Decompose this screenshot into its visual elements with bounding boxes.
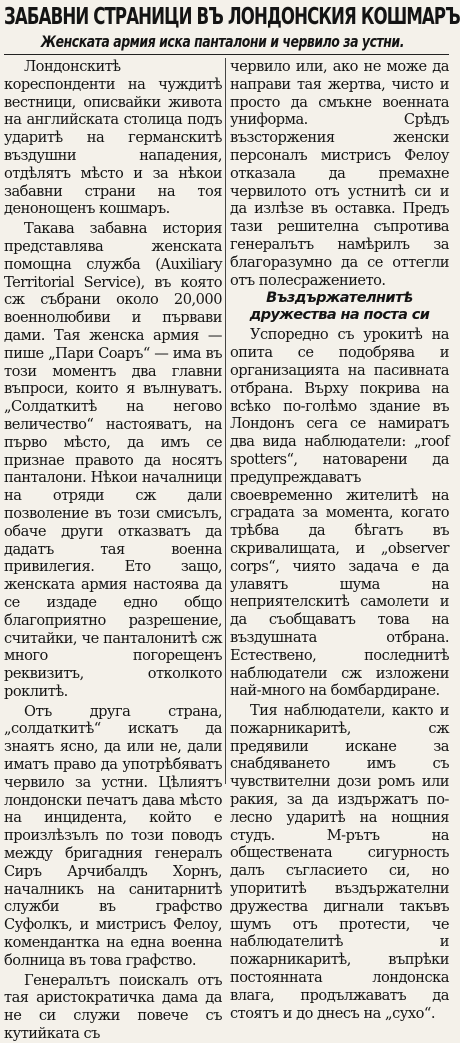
headline: ЗАБАВНИ СТРАНИЦИ ВЪ ЛОНДОНСКИЯ КОШМАРЪ (4, 4, 460, 30)
section-heading: Въздържателнитѣ дружества на поста си (249, 290, 430, 324)
paragraph: Лондонскитѣ кореспонденти на чуждитѣ вестници, описвайки живота на английската столица подъ ударитѣ на германскитѣ въздушни нападения, отдѣлятъ мѣсто и за нѣкои забавни страни на тоя денонощенъ кошмаръ. (4, 58, 222, 218)
paragraph: Успоредно съ урокитѣ на опита се подобрява и организацията на пасивната отбрана. Върху покрива на всѣко по-голѣмо здание въ Лондонъ сега се намиратъ два вида наблюдатели: „roof spotters“, натоварени да предупреждаватъ своевременно жителитѣ на сградата за момента, когато трѣбва да бѣгатъ въ скривалищата, и „observer corps“, чиято задача е да улавятъ шума на неприятелскитѣ самолети и да съобщаватъ това на въздушната отбрана. Естествено, последнитѣ наблюдатели сж изложени най-много на бомбардиране. (230, 326, 449, 700)
left-column (4, 58, 226, 1043)
right-column (226, 58, 449, 1022)
paragraph: Тия наблюдатели, както и пожарникаритѣ, сж предявили искане за снабдяването имъ съ чувствителни дози ромъ или ракия, за да издържатъ по-лесно ударитѣ на нощния студъ. М-рътъ на обществената сигурность далъ съгласието си, но упорититѣ въздържателни дружества дигнали такъвъ шумъ отъ протести, че наблюдателитѣ и пожарникаритѣ, въпрѣки постоянната лондонска влага, продължаватъ да стоятъ и до днесъ на „сухо“. (230, 702, 449, 1022)
divider (4, 54, 449, 55)
paragraph: Отъ друга страна, „солдаткитѣ“ искатъ да знаятъ ясно, да или не, дали иматъ право да употрѣбяватъ червило за устни. Цѣлиятъ лондонски печатъ дава мѣсто на инцидента, който е произлѣзълъ по този поводъ между бригадния генералъ Сиръ Арчибалдъ Хорнъ, началникъ на санитарнитѣ служби въ графство Суфолкъ, и мистрисъ Фелоу, комендантка на една военна болница въ това графство. (4, 702, 222, 969)
paragraph: Такава забавна история представлява женската помощна служба (Auxiliary Territorial Service), въ която сж събрани около 20,000 военнолюбиви и първави дами. Тая женска армия — пише „Пари Соаръ“ — има въ този моментъ два главни въпроси, които я вълнуватъ. „Солдаткитѣ на негово величество“ настояватъ, на първо мѣсто, да имъ се признае правото да носятъ панталони. Нѣкои началници на отряди сж дали позволение въ този смисълъ, обаче други отказватъ да дадатъ тая военна привилегия. Ето защо, женската армия настоява да се издаде едно общо благоприятно разрешение, считайки, че панталонитѣ сж много погорещенъ реквизитъ, отколкото роклитѣ. (4, 220, 222, 700)
paragraph: Генералътъ поискалъ отъ тая аристократичка дама да не си служи повече съ кутийката съ (4, 971, 222, 1043)
subheadline: Женската армия иска панталони и червило за устни. (40, 32, 404, 51)
article-columns (4, 58, 449, 1043)
paragraph: червило или, ако не може да направи тая жертва, чисто и просто да смъкне военната униформа. Срѣдъ възсторжения женски персоналъ мистрисъ Фелоу отказала да премахне червилото отъ устнитѣ си и да излѣзе въ оставка. Предъ тази решителна съпротива генералътъ намѣрилъ за благоразумно да се оттегли отъ полесражението. (230, 58, 449, 289)
